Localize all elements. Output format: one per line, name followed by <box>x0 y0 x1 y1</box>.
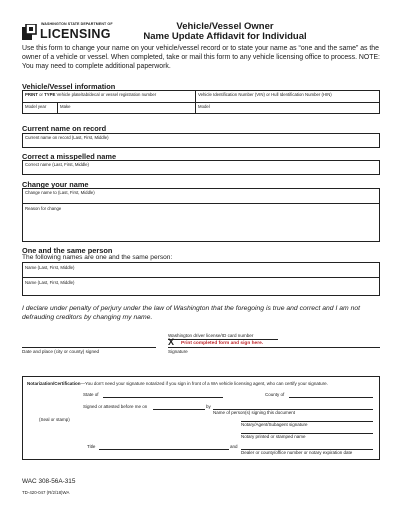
signature-label: Signature <box>168 349 188 354</box>
change-name-field[interactable]: Change name to (Last, First, Middle) <box>25 190 95 195</box>
logo-agency-text: WASHINGTON STATE DEPARTMENT OF <box>41 22 113 26</box>
same-name1-field[interactable]: Name (Last, First, Middle) <box>25 265 75 270</box>
notary-printed-label: Notary printed or stamped name <box>241 434 306 439</box>
and-label: and <box>230 444 238 449</box>
same-person-table <box>22 262 380 296</box>
title-line[interactable] <box>99 449 229 450</box>
notarization-box <box>22 376 380 460</box>
print-sign-note: Print completed form and sign here. <box>181 341 264 346</box>
signed-date-line[interactable] <box>153 409 205 410</box>
dol-logo-mark-icon <box>22 24 38 40</box>
logo-licensing-text: LICENSING <box>40 27 111 41</box>
intro-text: Use this form to change your name on your vehicle/vessel record or to state your name as “one and the same” as the owner of a vehicle or vessel. When completed, take or mail this form to any vehicle licensing office to process. NOTE: You may need to complete additional paperwork. <box>22 45 380 70</box>
model-year-field[interactable]: Model year <box>25 104 47 109</box>
title-label: Title <box>87 444 96 449</box>
current-name-label: Current name on record (Last, First, Middle) <box>25 135 109 140</box>
current-name-field[interactable] <box>22 133 380 148</box>
seal-stamp-label: (Seal or stamp) <box>39 417 70 422</box>
make-field[interactable]: Make <box>60 104 71 109</box>
perjury-declaration: I declare under penalty of perjury under the law of Washington that the foregoing is true and correct and I am not defrauding creditors by changing my name. <box>22 305 361 321</box>
by-label: by <box>206 404 211 409</box>
misspelled-heading: Correct a misspelled name <box>22 152 117 161</box>
state-of-line[interactable] <box>103 397 223 398</box>
form-title-line2: Name Update Affidavit for Individual <box>143 31 307 42</box>
model-field[interactable]: Model <box>198 104 210 109</box>
reason-field[interactable]: Reason for change <box>25 206 62 211</box>
date-place-label: Date and place (city or county) signed <box>22 349 100 354</box>
form-id: TD-420-047 (R/2/18)WA <box>22 490 70 495</box>
form-title-line1: Vehicle/Vessel Owner <box>176 21 274 32</box>
signed-before-label: Signed or attested before me on <box>83 404 148 409</box>
county-of-line[interactable] <box>289 397 373 398</box>
current-name-heading: Current name on record <box>22 124 107 133</box>
same-person-heading: One and the same person <box>22 246 113 255</box>
names-signing-label: Name of person(s) signing this document <box>213 410 296 415</box>
plate-number-field[interactable]: PRINT or TYPE Vehicle plate/tab/decal or vessel registration number <box>25 92 157 97</box>
notary-heading: Notarization/Certification—You don’t need your signature notarized if you sign in front of a WA vehicle licensing agent, who can certify your signature. <box>27 381 328 386</box>
correct-name-label: Correct name (Last, First, Middle) <box>25 162 89 167</box>
same-person-subtext: The following names are one and the same person: <box>22 254 173 261</box>
correct-name-field[interactable] <box>22 160 380 175</box>
vehicle-section-heading: Vehicle/Vessel information <box>22 82 116 91</box>
county-of-label: County of <box>265 392 285 397</box>
date-place-line[interactable] <box>22 347 156 348</box>
dealer-label: Dealer or county/office number or notary expiration date <box>241 450 353 455</box>
same-name2-field[interactable]: Name (Last, First, Middle) <box>25 280 75 285</box>
change-name-heading: Change your name <box>22 180 89 189</box>
sign-here-x: X <box>168 337 175 347</box>
license-number-label: Washington driver license/ID card number <box>168 333 254 338</box>
notary-signature-label: Notary/Agent/Subagent signature <box>241 422 308 427</box>
signature-line[interactable] <box>168 347 380 348</box>
state-of-label: State of <box>83 392 99 397</box>
change-name-table <box>22 188 380 242</box>
wac-reference: WAC 308-56A-315 <box>22 478 76 485</box>
license-number-line[interactable] <box>168 339 278 340</box>
vehicle-info-table <box>22 90 380 114</box>
vin-field[interactable]: Vehicle Identification Number (VIN) or Hull Identification Number (HIN) <box>198 92 332 97</box>
